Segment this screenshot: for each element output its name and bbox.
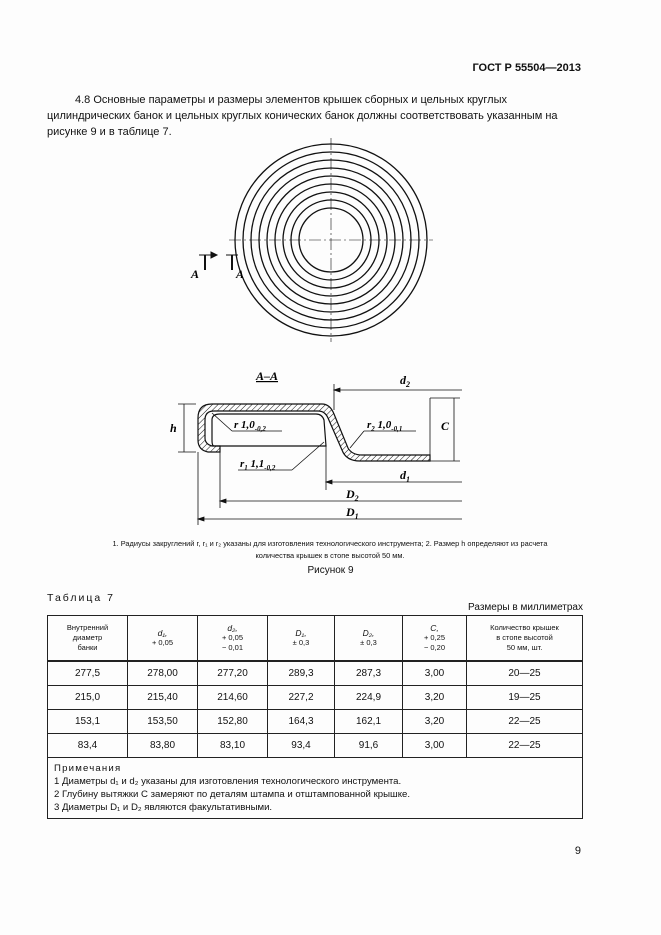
notes-title: Примечания [54,763,122,774]
cell: 153,1 [48,710,128,734]
label-d2: $d_2$ [400,373,410,389]
section-mark-left: A [191,267,200,281]
cell: 83,10 [198,734,268,758]
table-notes-row [48,758,583,819]
cell: 215,40 [128,686,198,710]
label-r1: $r_1$ $1,1_{-0,2}$ [240,458,276,472]
cell: 3,20 [403,686,467,710]
figure-note-line-1: 1. Радиусы закруглений r, r₁ и r₂ указаны для изготовления технологического инструмента; 2. Размер h определяют из расчета [112,539,548,548]
note-1: 1 Диаметры d₁ и d₂ указаны для изготовления технологического инструмента. [54,776,402,787]
label-r2: $r_2$ $1,0_{-0,1}$ [367,419,403,433]
intro-text: 4.8 Основные параметры и размеры элементов крышек сборных и цельных круглых цилиндрических банок и цельных круглых конических банок должны соответствовать указанным на рисунке 9 и в таблице 7. [47,94,558,138]
cell: 153,50 [128,710,198,734]
standard-header: ГОСТ Р 55504—2013 [472,62,581,74]
cell: 287,3 [335,661,403,686]
section-cut-marks [199,252,238,270]
header-D2: D₂, ± 0,3 [335,616,403,662]
section-mark-right: A [236,267,245,281]
cell: 278,00 [128,661,198,686]
cell: 20—25 [467,661,583,686]
header-D1: D₁, ± 0,3 [268,616,335,662]
cell: 277,5 [48,661,128,686]
header-d2: d₂, + 0,05 − 0,01 [198,616,268,662]
label-d1: $d_1$ [400,468,410,484]
cell: 152,80 [198,710,268,734]
cell: 214,60 [198,686,268,710]
cell: 91,6 [335,734,403,758]
label-h: h [170,421,177,435]
label-c: C [441,419,450,433]
cell: 289,3 [268,661,335,686]
page-number: 9 [574,845,581,857]
figure-note [40,538,620,562]
section-title: A–A [256,369,279,383]
table-title: Таблица 7 [47,592,115,604]
table-header-row [48,616,583,662]
cell: 215,0 [48,686,128,710]
dimension-D1 [198,452,462,525]
dimension-h [178,404,196,452]
header-C: C, + 0,25 − 0,20 [403,616,467,662]
cell: 227,2 [268,686,335,710]
header-lid-count: Количество крышек в стопе высотой 50 мм, шт. [467,616,583,662]
table-row [48,710,583,734]
label-D2: $D_2$ [346,487,359,503]
cell: 3,20 [403,710,467,734]
label-D1: $D_1$ [346,505,359,521]
cell: 277,20 [198,661,268,686]
cell: 93,4 [268,734,335,758]
table-7 [47,615,583,819]
cell: 3,00 [403,661,467,686]
note-3: 3 Диаметры D₁ и D₂ являются факультативными. [54,802,273,813]
cell: 164,3 [268,710,335,734]
header-inner-diameter: Внутренний диаметр банки [48,616,128,662]
cell: 19—25 [467,686,583,710]
note-2: 2 Глубину вытяжки C замеряют по деталям штампа и отштампованной крышке. [54,789,411,800]
table-row [48,686,583,710]
figure-note-line-2: количества крышек в стопе высотой 50 мм. [255,551,405,560]
cell: 22—25 [467,710,583,734]
header-d1: d₁, + 0,05 [128,616,198,662]
table-units: Размеры в миллиметрах [468,602,583,613]
dimension-d2 [334,384,462,410]
table-row [48,734,583,758]
lid-top-view [229,138,433,342]
label-r: r $1,0_{-0,2}$ [234,419,266,433]
cell: 83,4 [48,734,128,758]
cell: 162,1 [335,710,403,734]
cell: 83,80 [128,734,198,758]
cell: 22—25 [467,734,583,758]
table-notes [48,758,583,819]
table-row [48,661,583,686]
cell: 3,00 [403,734,467,758]
cell: 224,9 [335,686,403,710]
figure-caption: Рисунок 9 [307,565,354,576]
leader-r2 [350,431,416,448]
